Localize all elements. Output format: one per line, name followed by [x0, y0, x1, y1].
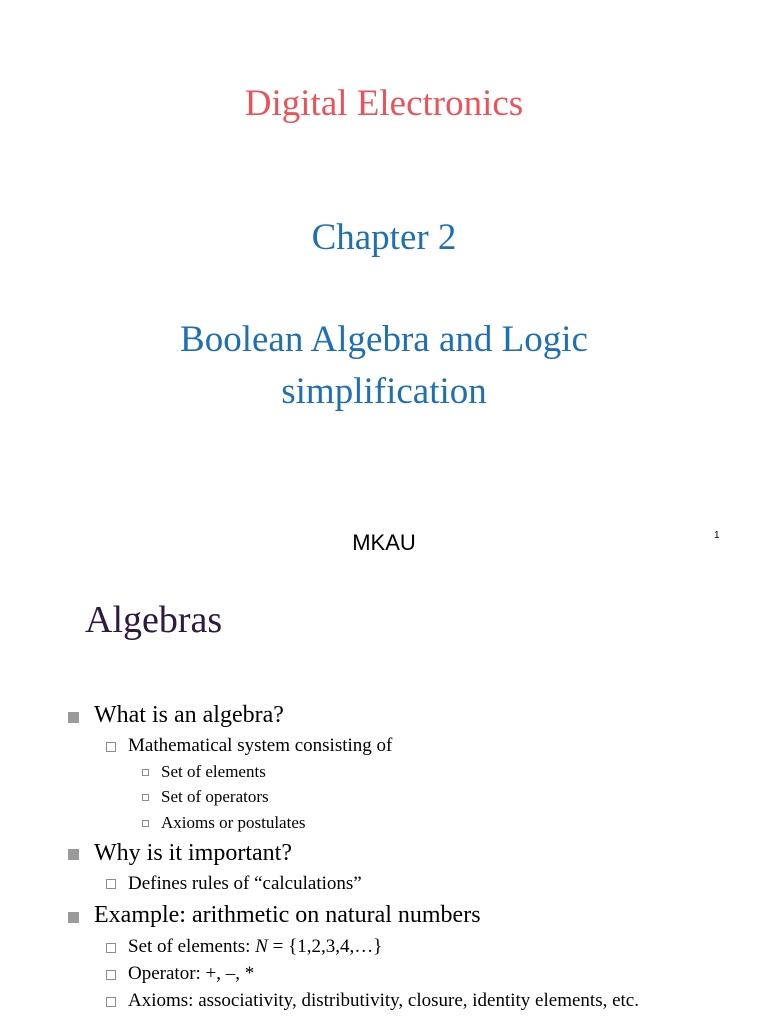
set-of-elements-label: Set of elements: — [128, 936, 256, 957]
hollow-square-bullet-icon — [106, 970, 116, 980]
sub-sub-bullet-item: Axioms or postulates — [161, 813, 306, 832]
hollow-square-bullet-icon — [106, 997, 116, 1007]
chapter-subtitle: Boolean Algebra and Logic simplification — [180, 319, 588, 412]
slide-title: Algebras — [85, 599, 223, 641]
small-square-bullet-icon — [142, 769, 149, 776]
hollow-square-bullet-icon — [106, 943, 116, 953]
square-bullet-icon — [68, 712, 79, 723]
sub-sub-bullet-item: Set of operators — [161, 787, 269, 806]
small-square-bullet-icon — [142, 820, 149, 827]
square-bullet-icon — [68, 912, 79, 923]
square-bullet-icon — [68, 849, 79, 860]
set-symbol: N — [255, 936, 268, 957]
bullet-item: Why is it important? — [94, 840, 292, 866]
hollow-square-bullet-icon — [106, 879, 116, 889]
bullet-item: Example: arithmetic on natural numbers — [94, 902, 481, 928]
sub-bullet-item: Operator: +, –, * — [128, 963, 255, 984]
sub-bullet-item — [128, 936, 382, 958]
set-definition: = {1,2,3,4,…} — [267, 936, 383, 957]
bullet-item: What is an algebra? — [94, 702, 284, 728]
sub-sub-bullet-item: Set of elements — [161, 762, 266, 781]
sub-bullet-item: Defines rules of “calculations” — [128, 873, 362, 894]
small-square-bullet-icon — [142, 794, 149, 801]
page-number: 1 — [714, 530, 720, 541]
algebras-slide — [0, 576, 768, 1024]
course-title: Digital Electronics — [244, 83, 524, 124]
sub-bullet-item: Mathematical system consisting of — [128, 735, 393, 756]
sub-bullet-item: Axioms: associativity, distributivity, closure, identity elements, etc. — [128, 990, 639, 1011]
chapter-heading: Chapter 2 — [311, 217, 457, 258]
hollow-square-bullet-icon — [106, 742, 116, 752]
author-label: MKAU — [352, 530, 416, 555]
